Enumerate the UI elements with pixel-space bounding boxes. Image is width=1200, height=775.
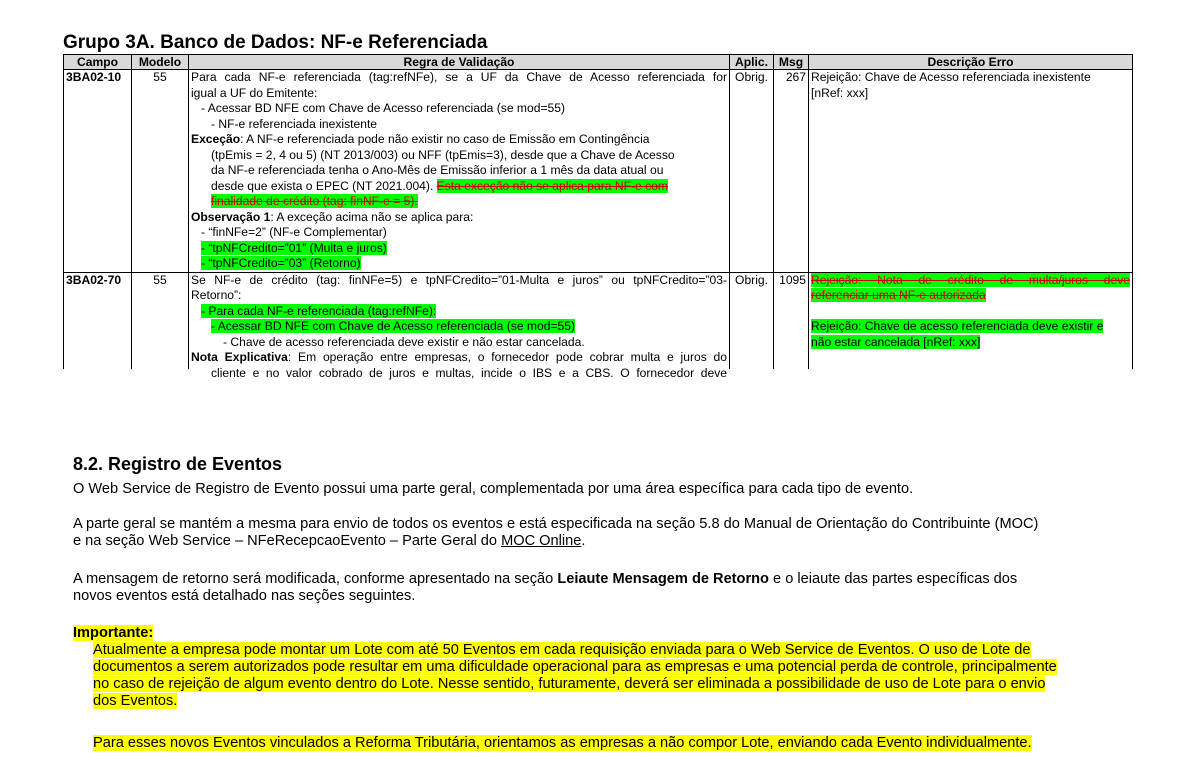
observation-item (191, 256, 727, 272)
cell-aplic: Obrig. (730, 70, 774, 273)
paragraph-line: novos eventos está detalhado nas seções seguintes. (73, 588, 416, 604)
paragraph-line (73, 571, 1017, 587)
observation-highlight: - “tpNFCredito=”03” (Retorno) (201, 256, 361, 270)
error-strike: Rejeição: Nota de crédito de multa/juros deve (811, 272, 1130, 287)
exception-text: desde que exista o EPEC (NT 2021.004). (211, 178, 437, 193)
header-aplic: Aplic. (730, 55, 774, 70)
important-line: Atualmente a empresa pode montar um Lote com até 50 Eventos em cada requisição enviada para o Web Service de Eventos. O uso de Lote de (93, 642, 1031, 658)
error-highlight: Rejeição: Chave de acesso referenciada deve existir e (811, 319, 1104, 333)
cell-campo: 3BA02-10 (64, 70, 132, 273)
rule-line: - NF-e referenciada inexistente (211, 116, 378, 131)
rule-line (191, 319, 727, 335)
error-line: [nRef: xxx] (811, 85, 869, 100)
validation-table (63, 54, 1133, 380)
rule-highlight: - Acessar BD NFE com Chave de Acesso referenciada (se mod=55) (211, 319, 575, 333)
paragraph-line (73, 533, 585, 549)
important-line: documentos a serem autorizados pode resultar em uma dificuldade operacional para as empresas e uma potencial perda de controle, principalmente (93, 659, 1057, 675)
cell-msg: 1095 (774, 272, 809, 369)
observation-item: - “finNFe=2” (NF-e Complementar) (201, 225, 387, 239)
error-line (811, 319, 1130, 335)
cell-msg: 267 (774, 70, 809, 273)
note-line: cliente e no valor cobrado de juros e multas, incide o IBS e a CBS. O fornecedor deve (211, 365, 727, 380)
observation-item (191, 241, 727, 257)
rule-line (191, 304, 727, 320)
important-line: dos Eventos. (93, 693, 178, 709)
rule-line: igual a UF do Emitente: (191, 85, 318, 100)
note-text: : Em operação entre empresas, o fornecedor pode cobrar multa e juros do (287, 350, 727, 364)
cell-descricao (809, 272, 1133, 369)
exception-strike: finalidade de crédito (tag: finNF-e = 5). (211, 194, 418, 208)
header-descricao: Descrição Erro (809, 55, 1133, 70)
paragraph-bold: Leiaute Mensagem de Retorno (557, 571, 769, 587)
rule-line: Se NF-e de crédito (tag: finNFe=5) e tpNFCredito=”01-Multa e juros” ou tpNFCredito=”03- (191, 272, 727, 287)
error-line: Rejeição: Chave de Acesso referenciada inexistente (811, 70, 1091, 84)
important-paragraph (93, 735, 1123, 752)
note-line (191, 350, 727, 366)
paragraph (73, 516, 1123, 550)
header-modelo: Modelo (132, 55, 189, 70)
cell-aplic: Obrig. (730, 272, 774, 369)
error-strike: referenciar uma NF-e autorizada (811, 288, 986, 302)
exception-label: Exceção (191, 132, 241, 146)
header-msg: Msg (774, 55, 809, 70)
cell-modelo: 55 (132, 70, 189, 273)
observation-highlight: - “tpNFCredito=”01” (Multa e juros) (201, 240, 387, 255)
paragraph (73, 571, 1123, 605)
cell-modelo: 55 (132, 272, 189, 369)
paragraph-line: A parte geral se mantém a mesma para envio de todos os eventos e está especificada na seção 5.8 do Manual de Orientação do Contribuinte (MOC) (73, 516, 1039, 532)
cell-descricao (809, 70, 1133, 273)
paragraph-text: e na seção Web Service – NFeRecepcaoEvento – Parte Geral do (73, 533, 502, 549)
moc-online-link[interactable]: MOC Online (501, 533, 582, 549)
paragraph (73, 481, 1123, 498)
error-line (811, 288, 1130, 304)
important-paragraph (93, 642, 1123, 710)
table-header-row (64, 55, 1133, 70)
group-title: Grupo 3A. Banco de Dados: NF-e Referenciada (63, 32, 488, 53)
error-spacer (811, 304, 1130, 320)
rule-line: - Acessar BD NFE com Chave de Acesso referenciada (se mod=55) (201, 101, 565, 115)
paragraph-text: A mensagem de retorno será modificada, conforme apresentado na seção (73, 571, 558, 587)
exception-strike: Esta exceção não se aplica para NF-e com (436, 178, 668, 193)
exception-text: : A NF-e referenciada pode não existir no caso de Emissão em Contingência (240, 132, 650, 146)
cell-campo: 3BA02-70 (64, 272, 132, 369)
important-label-text: Importante: (73, 625, 154, 641)
cell-regra (189, 272, 730, 380)
important-line: Para esses novos Eventos vinculados a Reforma Tributária, orientamos as empresas a não compor Lote, enviando cada Evento individualmente. (93, 735, 1032, 751)
cell-regra (189, 70, 730, 273)
observation-line (191, 210, 727, 226)
exception-line (191, 194, 727, 210)
header-campo: Campo (64, 55, 132, 70)
exception-line (191, 179, 727, 195)
observation-label: Observação 1 (191, 209, 271, 224)
paragraph-text: . (581, 533, 586, 549)
exception-line: (tpEmis = 2, 4 ou 5) (NT 2013/003) ou NFF (tpEmis=3), desde que a Chave de Acesso (211, 147, 675, 162)
important-line: no caso de rejeição de algum evento dentro do Lote. Nesse sentido, futuramente, deverá ser eliminada a possibilidade de uso de Lote para o envio (93, 676, 1046, 692)
exception-line: da NF-e referenciada tenha o Ano-Mês de Emissão inferior a 1 mês da data atual ou (211, 163, 664, 177)
paragraph-text: e o leiaute das partes específicas dos (768, 571, 1018, 587)
rule-line: - Chave de acesso referenciada deve existir e não estar cancelada. (223, 334, 585, 349)
rule-line: Retorno”: (191, 288, 242, 302)
observation-text: : A exceção acima não se aplica para: (270, 209, 474, 224)
rule-line: Para cada NF-e referenciada (tag:refNFe), se a UF da Chave de Acesso referenciada for (191, 70, 727, 84)
table-row (64, 70, 1133, 273)
important-label (73, 625, 153, 642)
error-line (811, 335, 1130, 351)
note-label: Nota Explicativa (191, 350, 288, 364)
table-row (64, 272, 1133, 369)
paragraph-line: O Web Service de Registro de Evento possui uma parte geral, complementada por uma área específica para cada tipo de evento. (73, 481, 914, 497)
error-highlight: não estar cancelada [nRef: xxx] (811, 334, 981, 349)
section-title: 8.2. Registro de Eventos (73, 454, 283, 474)
exception-line (191, 132, 727, 148)
header-regra: Regra de Validação (189, 55, 730, 70)
rule-highlight: - Para cada NF-e referenciada (tag:refNFe): (201, 303, 437, 318)
error-line (811, 273, 1130, 289)
